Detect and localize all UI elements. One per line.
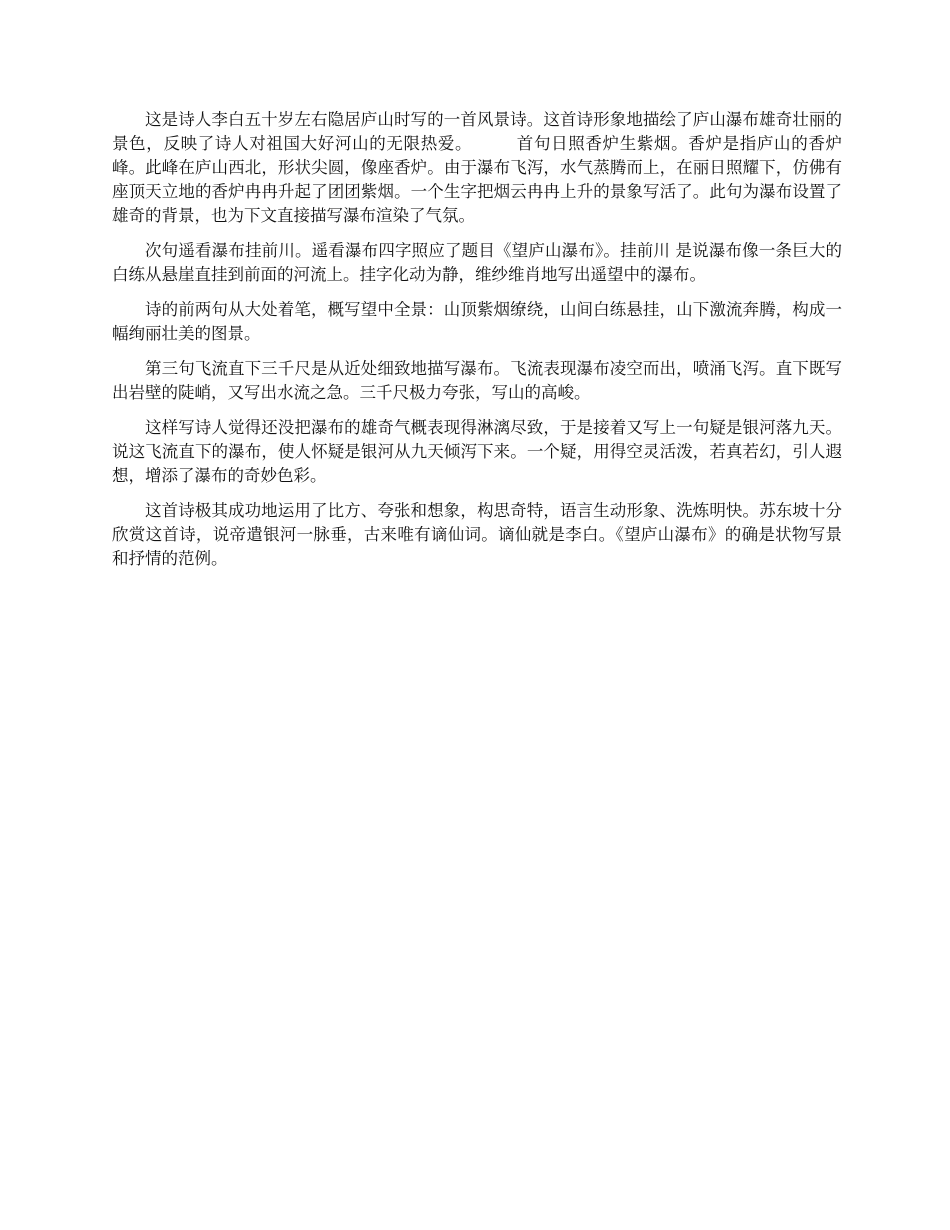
paragraph-line-three: 第三句飞流直下三千尺是从近处细致地描写瀑布。飞流表现瀑布凌空而出，喷涌飞泻。直下既写出岩壁的陡峭，又写出水流之急。三千尺极力夸张，写山的高峻。: [112, 359, 842, 402]
document-body: [112, 108, 842, 582]
paragraph-intro-text-b: 首句日照香炉生紫烟。香炉是指庐山的香炉峰。此峰在庐山西北，形状尖圆，像座香炉。由于瀑布飞泻，水气蒸腾而上，在丽日照耀下，仿佛有座顶天立地的香炉冉冉升起了团团紫烟。一个生字把烟云冉冉上升的景象写活了。此句为瀑布设置了雄奇的背景，也为下文直接描写瀑布渲染了气氛。: [112, 134, 843, 225]
paragraph-overview: 诗的前两句从大处着笔，概写望中全景：山顶紫烟缭绕，山间白练悬挂，山下激流奔腾，构成一幅绚丽壮美的图景。: [112, 300, 842, 343]
paragraph-intro: [112, 108, 842, 228]
paragraph-line-two: 次句遥看瀑布挂前川。遥看瀑布四字照应了题目《望庐山瀑布》。挂前川 是说瀑布像一条巨大的白练从悬崖直挂到前面的河流上。挂字化动为静，维纱维肖地写出遥望中的瀑布。: [112, 241, 842, 284]
paragraph-line-four: 这样写诗人觉得还没把瀑布的雄奇气概表现得淋漓尽致，于是接着又写上一句疑是银河落九天。说这飞流直下的瀑布，使人怀疑是银河从九天倾泻下来。一个疑，用得空灵活泼，若真若幻，引人遐想，增添了瀑布的奇妙色彩。: [112, 418, 842, 485]
paragraph-intro-text-a: 这是诗人李白五十岁左右隐居庐山时写的一首风景诗。这首诗形象地描绘了庐山瀑布雄奇壮丽的景色，反映了诗人对祖国大好河山的无限热爱。: [112, 110, 842, 153]
paragraph-conclusion: 这首诗极其成功地运用了比方、夸张和想象，构思奇特，语言生动形象、洗炼明快。苏东坡十分欣赏这首诗，说帝遣银河一脉垂，古来唯有谪仙词。谪仙就是李白。《望庐山瀑布》的确是状物写景和抒情的范例。: [112, 501, 842, 568]
